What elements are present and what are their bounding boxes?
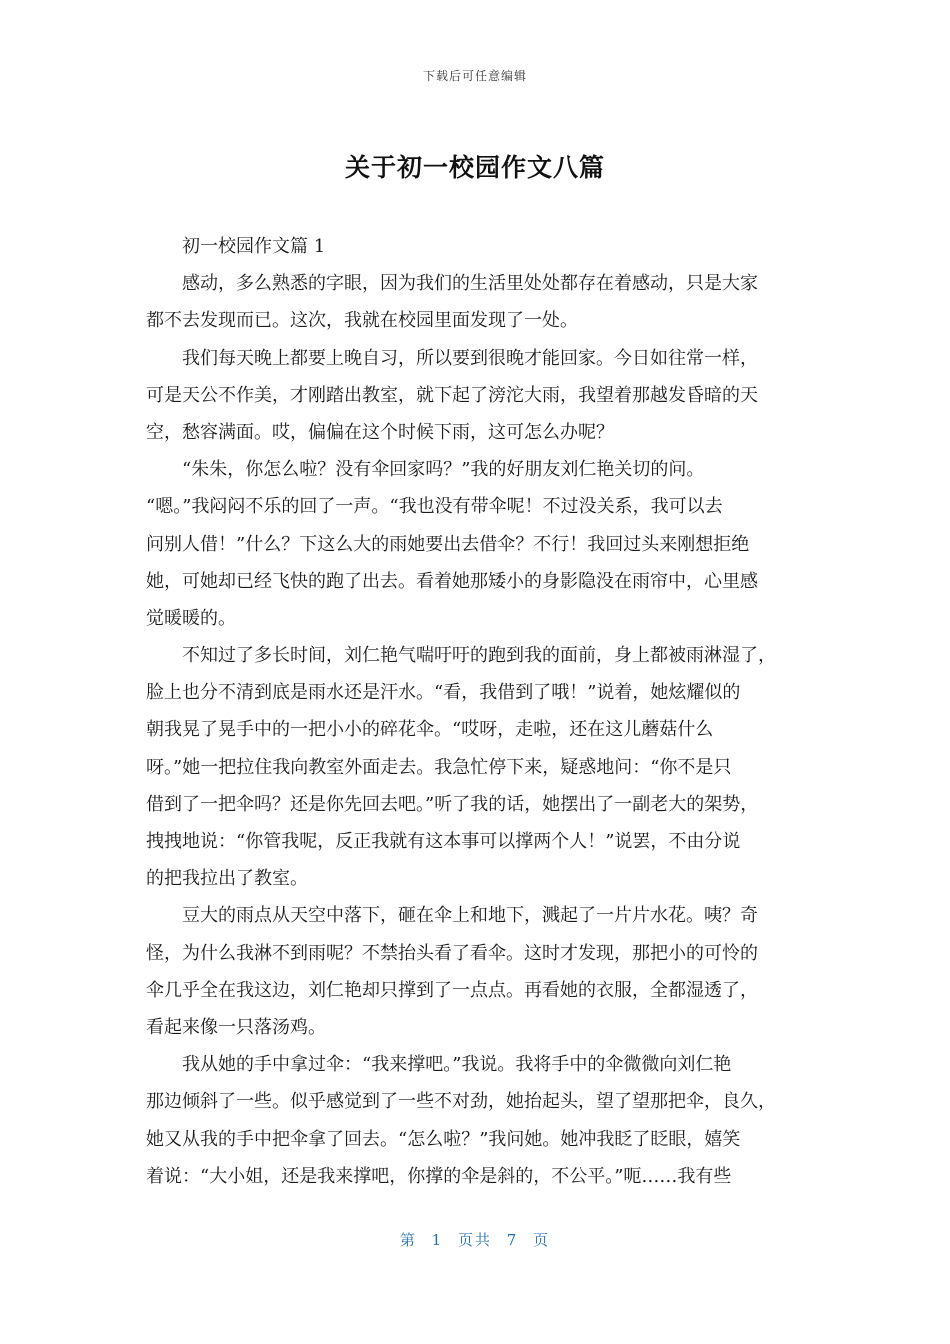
body-line: 着说：“大小姐，还是我来撑吧，你撑的伞是斜的，不公平。”呃……我有些 [146, 1165, 732, 1187]
body-line: 感动，多么熟悉的字眼，因为我们的生活里处处都存在着感动，只是大家 [182, 273, 758, 295]
body-line: 伞几乎全在我这边，刘仁艳却只撑到了一点点。再看她的衣服，全都湿透了， [146, 979, 758, 1001]
body-line: 怪，为什么我淋不到雨呢？不禁抬头看了看伞。这时才发现，那把小的可怜的 [146, 942, 758, 964]
header-note: 下载后可任意编辑 [422, 69, 527, 83]
body-line: 空，愁容满面。哎，偏偏在这个时候下雨，这可怎么办呢？ [146, 421, 614, 443]
body-line: 呀。”她一把拉住我向教室外面走去。我急忙停下来，疑惑地问：“你不是只 [146, 756, 732, 778]
body-line: 她，可她却已经飞快的跑了出去。看着她那矮小的身影隐没在雨帘中，心里感 [146, 570, 758, 592]
body-line: 豆大的雨点从天空中落下，砸在伞上和地下，溅起了一片片水花。咦？奇 [182, 905, 758, 927]
body-line: 拽拽地说：“你管我呢，反正我就有这本事可以撑两个人！”说罢，不由分说 [146, 831, 741, 852]
document-body [146, 228, 806, 1195]
body-line: 我们每天晚上都要上晚自习，所以要到很晚才能回家。今日如往常一样， [182, 347, 758, 369]
body-line: 问别人借！”什么？下这么大的雨她要出去借伞？不行！我回过头来刚想拒绝 [146, 533, 750, 555]
body-line: “嗯。”我闷闷不乐的回了一声。“我也没有带伞呢！不过没关系，我可以去 [146, 496, 723, 518]
body-line: 觉暖暖的。 [146, 607, 236, 629]
body-line: 看起来像一只落汤鸡。 [146, 1016, 326, 1038]
body-line: 朝我晃了晃手中的一把小小的碎花伞。“哎呀，走啦，还在这儿蘑菇什么 [146, 719, 714, 741]
body-line: 借到了一把伞吗？还是你先回去吧。”听了我的话，她摆出了一副老大的架势， [146, 793, 759, 815]
body-line: 的把我拉出了教室。 [146, 868, 308, 890]
body-line: 我从她的手中拿过伞：“我来撑吧。”我说。我将手中的伞微微向刘仁艳 [182, 1054, 732, 1076]
body-line: 她又从我的手中把伞拿了回去。“怎么啦？”我问她。她冲我眨了眨眼，嬉笑 [146, 1128, 741, 1150]
document-title: 关于初一校园作文八篇 [344, 153, 605, 182]
body-line: 不知过了多长时间，刘仁艳气喘吁吁的跑到我的面前，身上都被雨淋湿了， [182, 645, 776, 667]
body-line: 那边倾斜了一些。似乎感觉到了一些不对劲，她抬起头，望了望那把伞，良久， [146, 1091, 776, 1113]
page-indicator: 第 1 页共 7 页 [399, 1231, 551, 1249]
body-line: 初一校园作文篇 1 [182, 236, 326, 257]
body-line: 可是天公不作美，才刚踏出教室，就下起了滂沱大雨，我望着那越发昏暗的天 [146, 384, 758, 406]
body-line: 脸上也分不清到底是雨水还是汗水。“看，我借到了哦！”说着，她炫耀似的 [146, 682, 741, 704]
body-line: “朱朱，你怎么啦？没有伞回家吗？”我的好朋友刘仁艳关切的问。 [182, 459, 705, 481]
body-line: 都不去发现而已。这次，我就在校园里面发现了一处。 [146, 310, 578, 332]
